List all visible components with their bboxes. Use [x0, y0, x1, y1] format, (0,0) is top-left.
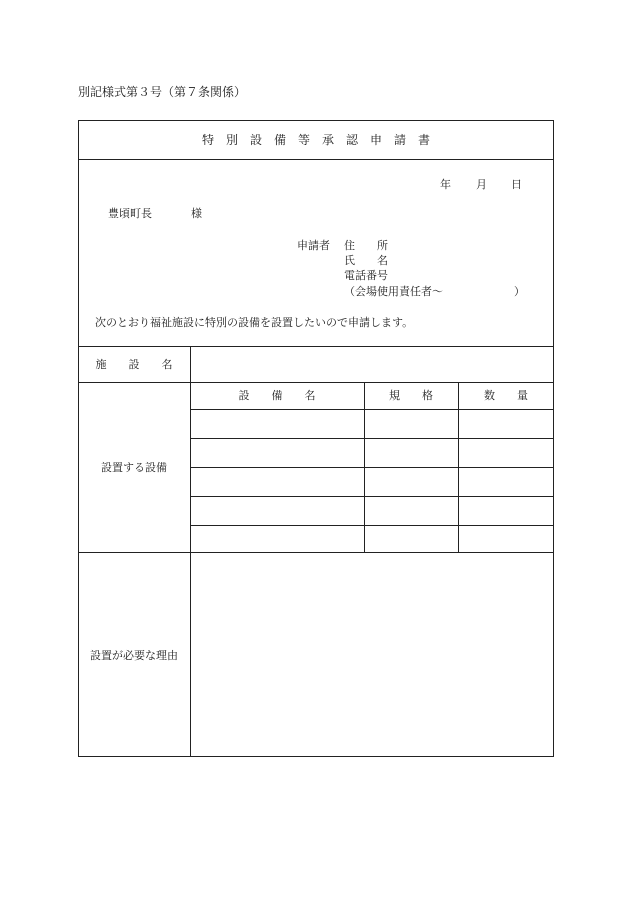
- date-day-label: 日: [511, 178, 522, 191]
- quantity-cell[interactable]: [459, 468, 553, 496]
- equipment-name-cell[interactable]: [191, 468, 364, 496]
- specification-cell[interactable]: [365, 439, 458, 467]
- reason-field[interactable]: [191, 553, 553, 756]
- equipment-name-cell[interactable]: [191, 410, 364, 438]
- quantity-cell[interactable]: [459, 439, 553, 467]
- specification-cell[interactable]: [365, 468, 458, 496]
- date-month-label: 月: [476, 178, 487, 191]
- facility-name-field[interactable]: [191, 347, 553, 382]
- applicant-label: 申請者: [297, 239, 330, 252]
- name-label: 氏 名: [344, 254, 388, 267]
- specification-cell[interactable]: [365, 497, 458, 525]
- form-title: 特 別 設 備 等 承 認 申 請 書: [201, 133, 430, 147]
- equipment-name-cell[interactable]: [191, 526, 364, 552]
- quantity-cell[interactable]: [459, 526, 553, 552]
- responsible-person-label: （会場使用責任者〜: [344, 285, 443, 298]
- date-year-label: 年: [440, 178, 451, 191]
- facility-divider: [78, 382, 554, 383]
- specification-cell[interactable]: [365, 410, 458, 438]
- equipment-name-cell[interactable]: [191, 497, 364, 525]
- title-divider: [78, 159, 554, 160]
- addressee-name: 豊頃町長: [108, 207, 152, 220]
- responsible-person-close: ）: [514, 285, 525, 298]
- specification-cell[interactable]: [365, 526, 458, 552]
- equipment-name-header: 設 備 名: [238, 389, 316, 402]
- phone-label: 電話番号: [344, 269, 388, 282]
- form-reference: 別記様式第３号（第７条関係）: [78, 85, 247, 99]
- equipment-name-cell[interactable]: [191, 439, 364, 467]
- quantity-header: 数 量: [484, 389, 528, 402]
- specification-header: 規 格: [389, 389, 433, 402]
- facility-name-label: 施 設 名: [95, 358, 173, 371]
- address-label: 住 所: [344, 239, 388, 252]
- quantity-cell[interactable]: [459, 497, 553, 525]
- quantity-cell[interactable]: [459, 410, 553, 438]
- addressee-honorific: 様: [191, 207, 202, 220]
- application-statement: 次のとおり福祉施設に特別の設備を設置したいので申請します。: [95, 316, 414, 329]
- reason-label: 設置が必要な理由: [90, 649, 178, 662]
- equipment-section-label: 設置する設備: [101, 461, 167, 474]
